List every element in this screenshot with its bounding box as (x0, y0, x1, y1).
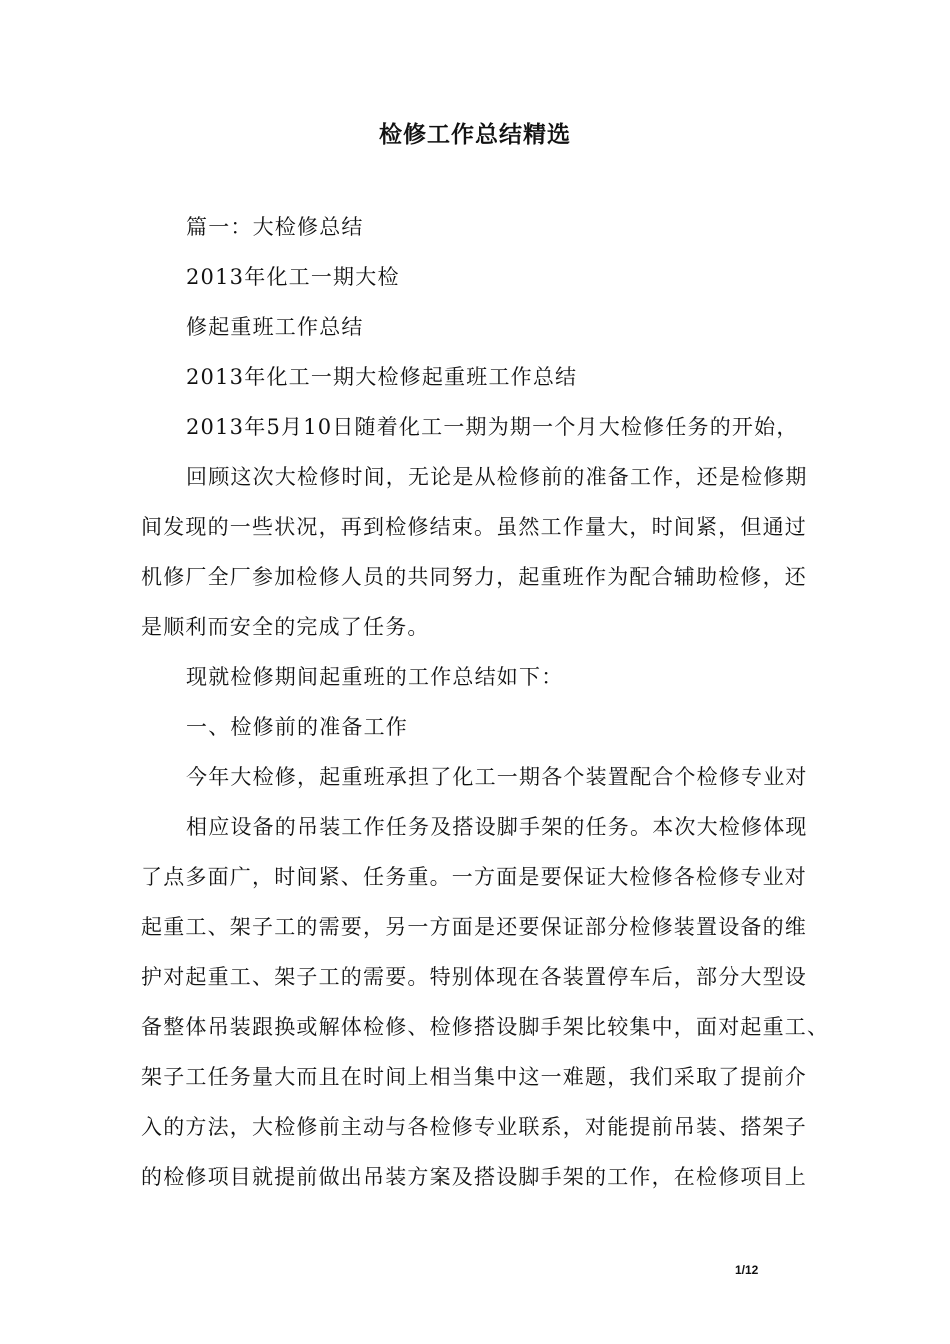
text-line: 入的方法，大检修前主动与各检修专业联系，对能提前吊装、搭架子 (141, 1115, 807, 1139)
text-line: 了点多面广，时间紧、任务重。一方面是要保证大检修各检修专业对 (141, 865, 807, 889)
page-number: 1/12 (735, 1263, 759, 1277)
text-line: 备整体吊装跟换或解体检修、检修搭设脚手架比较集中，面对起重工、 (141, 1015, 830, 1039)
section-heading: 一、检修前的准备工作 (186, 715, 408, 739)
text-line: 机修厂全厂参加检修人员的共同努力，起重班作为配合辅助检修，还 (141, 565, 807, 589)
section-heading: 篇一：大检修总结 (186, 215, 364, 239)
text-line: 2013年5月10日随着化工一期为期一个月大检修任务的开始， (186, 415, 799, 439)
text-line: 是顺利而安全的完成了任务。 (141, 615, 430, 639)
text-line: 护对起重工、架子工的需要。特别体现在各装置停车后，部分大型设 (141, 965, 807, 989)
text-line: 回顾这次大检修时间，无论是从检修前的准备工作，还是检修期 (186, 465, 808, 489)
text-line: 起重工、架子工的需要，另一方面是还要保证部分检修装置设备的维 (141, 915, 807, 939)
text-line: 2013年化工一期大检修起重班工作总结 (186, 365, 578, 389)
text-line: 2013年化工一期大检 (186, 265, 400, 289)
text-line: 现就检修期间起重班的工作总结如下： (186, 665, 564, 689)
text-line: 修起重班工作总结 (186, 315, 364, 339)
text-line: 架子工任务量大而且在时间上相当集中这一难题，我们采取了提前介 (141, 1065, 807, 1089)
text-line: 间发现的一些状况，再到检修结束。虽然工作量大，时间紧，但通过 (141, 515, 807, 539)
document-title: 检修工作总结精选 (379, 122, 571, 148)
text-line: 相应设备的吊装工作任务及搭设脚手架的任务。本次大检修体现 (186, 815, 808, 839)
text-line: 的检修项目就提前做出吊装方案及搭设脚手架的工作，在检修项目上 (141, 1165, 807, 1189)
text-line: 今年大检修，起重班承担了化工一期各个装置配合个检修专业对 (186, 765, 808, 789)
